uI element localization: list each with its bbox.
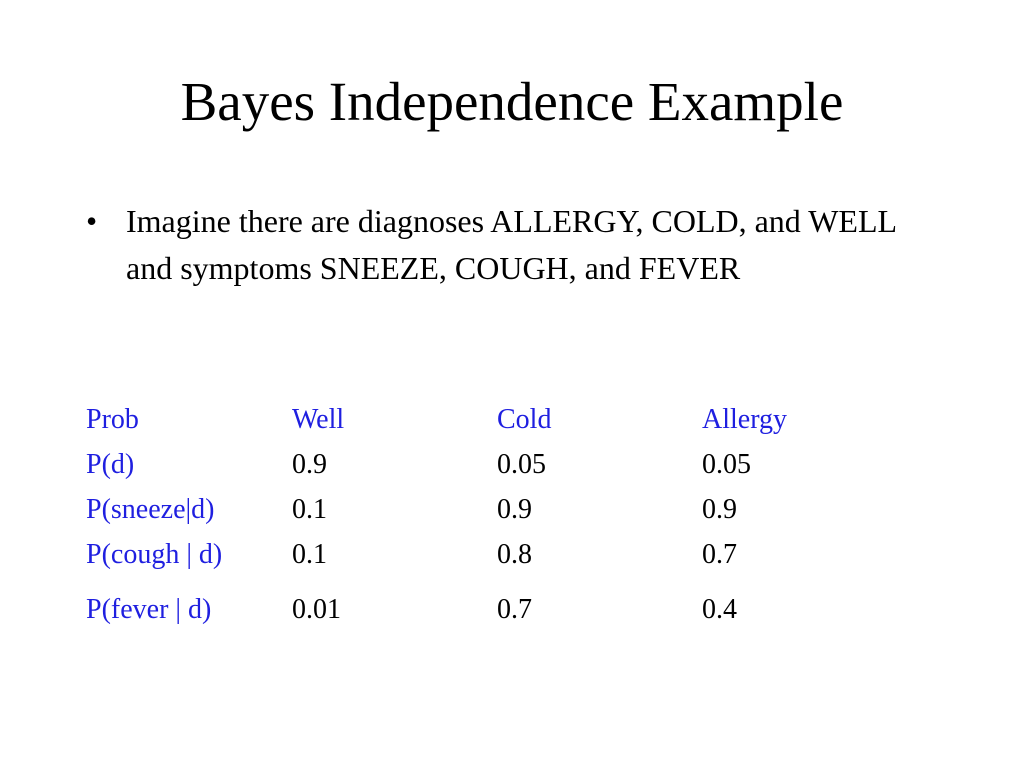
table-header-row	[86, 397, 862, 442]
slide-title: Bayes Independence Example	[180, 71, 844, 132]
cell-allergy: 0.4	[702, 594, 737, 625]
row-label: P(fever | d)	[86, 594, 212, 625]
probability-table	[86, 397, 862, 643]
row-label: P(cough | d)	[86, 538, 223, 570]
table-row	[86, 487, 862, 532]
bullet-dot-icon: •	[86, 203, 98, 239]
table-row	[86, 577, 862, 643]
cell-allergy: 0.05	[702, 448, 751, 480]
row-label: P(sneeze|d)	[86, 493, 215, 525]
table-row	[86, 442, 862, 487]
bullet-item	[86, 198, 946, 292]
cell-well: 0.1	[292, 493, 327, 525]
header-well: Well	[292, 403, 345, 435]
cell-well: 0.9	[292, 448, 327, 480]
row-label: P(d)	[86, 448, 135, 480]
header-prob: Prob	[86, 403, 139, 435]
header-allergy: Allergy	[702, 403, 788, 435]
cell-well: 0.1	[292, 538, 327, 570]
bullet-text: Imagine there are diagnoses ALLERGY, COLD, and WELL and symptoms SNEEZE, COUGH, and FEVER	[126, 203, 896, 286]
cell-cold: 0.05	[497, 448, 546, 480]
cell-cold: 0.9	[497, 493, 532, 525]
cell-well: 0.01	[292, 594, 341, 625]
cell-cold: 0.8	[497, 538, 532, 570]
cell-allergy: 0.9	[702, 493, 737, 525]
cell-cold: 0.7	[497, 594, 532, 625]
header-cold: Cold	[497, 403, 552, 435]
cell-allergy: 0.7	[702, 538, 737, 570]
table-row	[86, 532, 862, 577]
